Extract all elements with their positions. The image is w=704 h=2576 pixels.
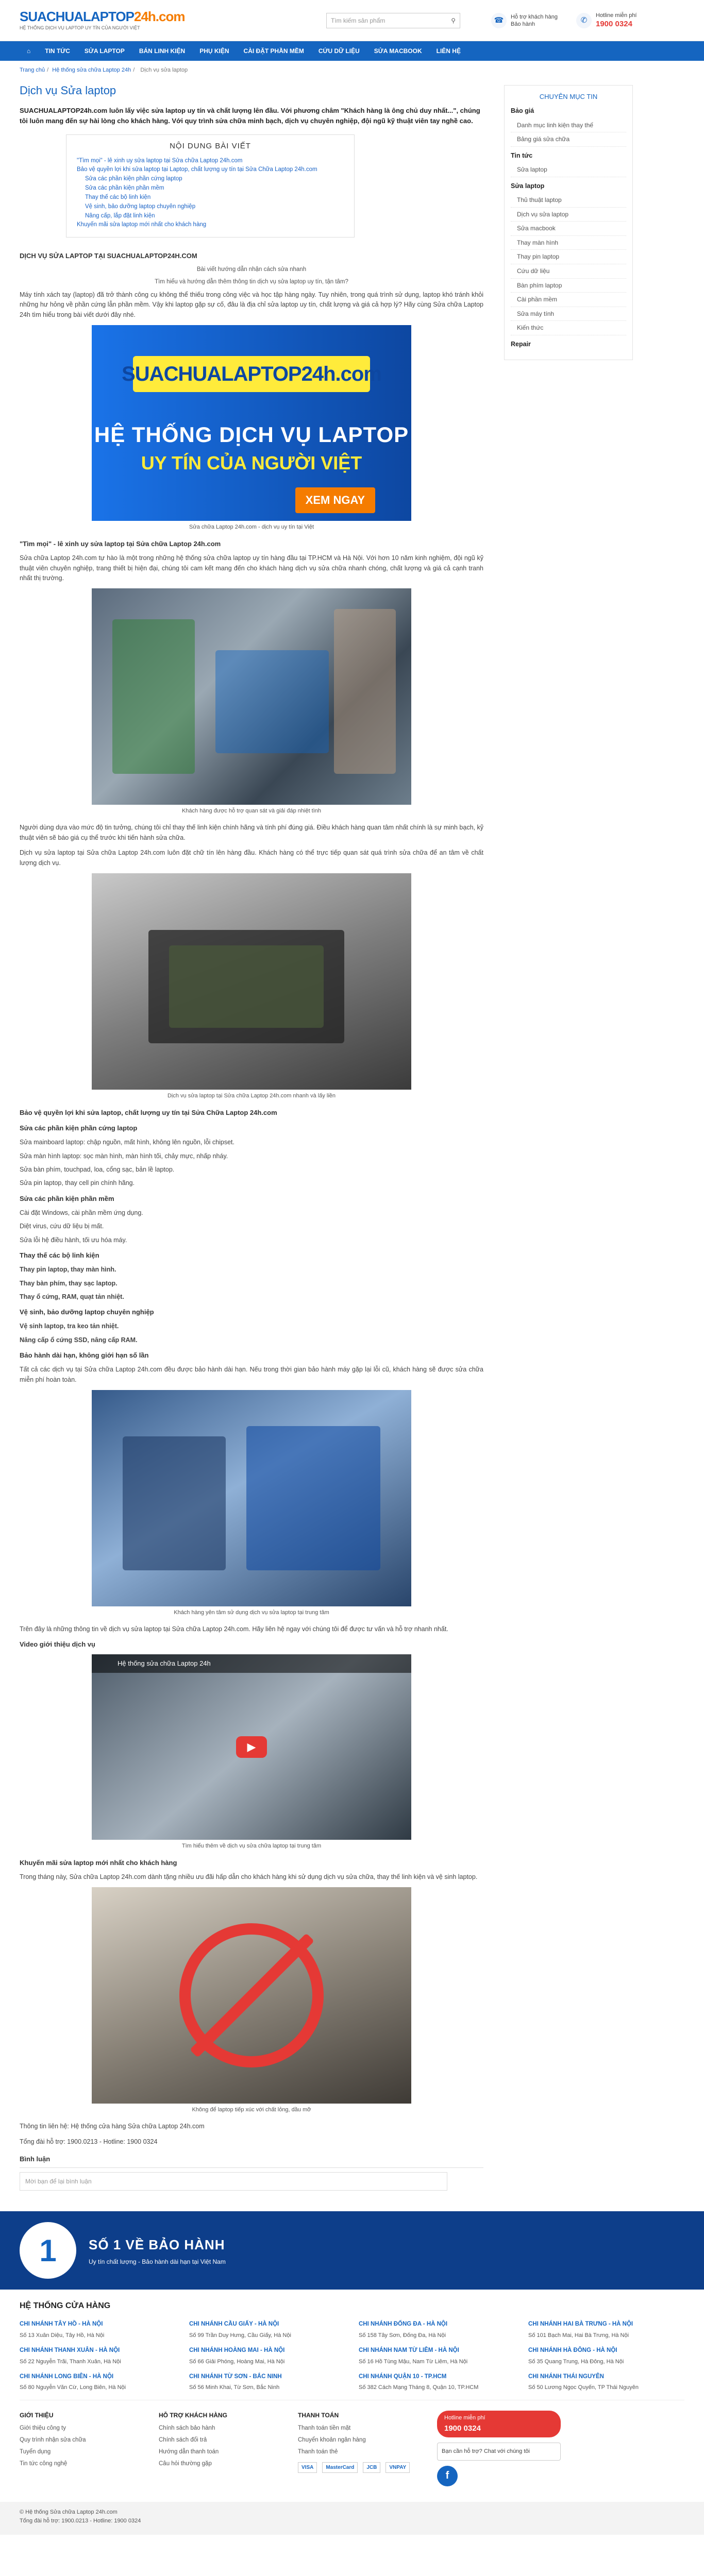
intro-text: SUACHUALAPTOP24h.com luôn lấy việc sửa laptop uy tín và chất lượng lên đầu. Với phương châm "Khách hàng là ông chủ duy nhất...", chúng tôi luôn mang đến sự hài lòng cho khách hàng. Với quy trình sửa chữa minh bạch, dịch vụ chuyên nghiệp, đội ngũ kỹ thuật viên tay nghề cao.: [20, 107, 480, 125]
footer-link[interactable]: Chính sách bảo hành: [159, 2425, 215, 2432]
footer-link[interactable]: Tuyển dụng: [20, 2448, 51, 2455]
shops-title: HỆ THỐNG CỬA HÀNG: [20, 2301, 111, 2311]
store-address: Số 50 Lương Ngọc Quyến, TP Thái Nguyên: [528, 2384, 639, 2391]
store-name: CHI NHÁNH CẦU GIẤY - HÀ NỘI: [189, 2320, 279, 2327]
list-item[interactable]: Thay bàn phím, thay sạc laptop.: [20, 1279, 118, 1287]
table-of-contents: [66, 134, 355, 238]
nav-item[interactable]: CÀI ĐẶT PHẦN MỀM: [243, 47, 304, 55]
sub-heading: Sửa các phần kiện phần cứng laptop: [20, 1124, 138, 1132]
bullet-list: [20, 1265, 483, 1302]
caption: Không để laptop tiếp xúc với chất lỏng, dầu mỡ: [192, 2107, 311, 2113]
footer-banner: [0, 2211, 704, 2290]
sidebar-item[interactable]: Cài phần mềm: [511, 293, 626, 307]
footer-link[interactable]: Quy trình nhận sửa chữa: [20, 2436, 86, 2443]
list-item: Sửa mainboard laptop: chập nguồn, mất hình, không lên nguồn, lỗi chipset.: [20, 1139, 234, 1146]
banner-line1: HỆ THỐNG DỊCH VỤ LAPTOP: [94, 422, 409, 447]
footer-col-about: [20, 2411, 138, 2486]
store-name: CHI NHÁNH THÁI NGUYÊN: [528, 2373, 604, 2380]
breadcrumb-current: Dịch vụ sửa laptop: [140, 67, 188, 73]
store-item[interactable]: [20, 2372, 176, 2393]
paragraph: Máy tính xách tay (laptop) đã trở thành công cụ không thể thiếu trong công việc và học tập hàng ngày. Tuy nhiên, trong quá trình sử dụng, laptop khó tránh khỏi những hư hỏng về phần cứng lẫn phần mềm. Vậy khi laptop gặp sự cố, đâu là địa chỉ sửa laptop uy tín, chất lượng và giá cả hợp lý? Hãy cùng Sửa chữa Laptop 24h tìm hiểu trong bài viết dưới đây nhé.: [20, 291, 483, 318]
bullet-list: [20, 1321, 483, 1345]
toc-link[interactable]: "Tìm mọi" - lê xinh uy sửa laptop tại Sửa chữa Laptop 24h.com: [77, 157, 243, 164]
store-name: CHI NHÁNH NAM TỪ LIÊM - HÀ NỘI: [359, 2347, 459, 2353]
breadcrumb-category[interactable]: Hệ thống sửa chữa Laptop 24h: [52, 67, 131, 73]
list-item: Sửa pin laptop, thay cell pin chính hãng.: [20, 1179, 135, 1187]
paragraph: Trên đây là những thông tin về dịch vụ sửa laptop tại Sửa chữa Laptop 24h.com. Hãy liên hệ ngay với chúng tôi để được tư vấn và hỗ trợ nhanh nhất.: [20, 1625, 448, 1633]
comment-input[interactable]: [20, 2172, 447, 2191]
sub-heading: Video giới thiệu dịch vụ: [20, 1640, 95, 1649]
store-name: CHI NHÁNH TÂY HỒ - HÀ NỘI: [20, 2320, 103, 2327]
photo-laptop-repair: [92, 873, 411, 1090]
caption: Khách hàng yên tâm sử dụng dịch vụ sửa laptop tại trung tâm: [174, 1609, 329, 1616]
payment-logos: [298, 2462, 416, 2473]
video-title: Hệ thống sửa chữa Laptop 24h: [118, 1659, 211, 1667]
nav-item[interactable]: LIÊN HỆ: [436, 47, 461, 55]
nav-item[interactable]: SỬA LAPTOP: [84, 47, 125, 55]
list-item[interactable]: Nâng cấp ổ cứng SSD, nâng cấp RAM.: [20, 1336, 138, 1344]
sidebar-item[interactable]: Danh mục linh kiện thay thế: [511, 118, 626, 133]
sidebar-item[interactable]: Sửa máy tính: [511, 307, 626, 321]
footer-link[interactable]: Chính sách đổi trả: [159, 2436, 207, 2443]
promo-banner[interactable]: [92, 325, 411, 521]
store-address: Số 22 Nguyễn Trãi, Thanh Xuân, Hà Nội: [20, 2358, 121, 2365]
phone-icon: ✆: [576, 13, 592, 28]
copyright-text: © Hệ thống Sửa chữa Laptop 24h.com: [20, 2509, 118, 2515]
toc-link[interactable]: Nâng cấp, lắp đặt linh kiện: [85, 212, 155, 219]
caption: Bài viết hướng dẫn nhận cách sửa nhanh: [196, 266, 307, 273]
store-item[interactable]: [20, 2346, 176, 2366]
visa-logo: VISA: [298, 2462, 317, 2473]
search-input[interactable]: [326, 13, 460, 28]
list-item[interactable]: Thay ổ cứng, RAM, quạt tản nhiệt.: [20, 1293, 124, 1300]
footer-banner-sub: Uy tín chất lượng - Bảo hành dài hạn tại Việt Nam: [89, 2258, 226, 2265]
sidebar-item[interactable]: Bảng giá sửa chữa: [511, 132, 626, 147]
store-item[interactable]: [20, 2320, 176, 2340]
footer-link[interactable]: Tin tức công nghệ: [20, 2460, 68, 2467]
copyright-hotline: Tổng đài hỗ trợ: 1900.0213 - Hotline: 1900 0324: [20, 2517, 141, 2524]
store-name: CHI NHÁNH QUẬN 10 - TP.HCM: [359, 2373, 447, 2380]
footer-banner-title: SỐ 1 VỀ BẢO HÀNH: [89, 2236, 225, 2252]
sub-heading: Thay thế các bộ linh kiện: [20, 1251, 99, 1260]
store-address: Số 99 Trần Duy Hưng, Cầu Giấy, Hà Nội: [189, 2332, 291, 2338]
toc-link[interactable]: Vệ sinh, bảo dưỡng laptop chuyên nghiệp: [85, 203, 196, 210]
call-number: 1900 0324: [444, 2424, 481, 2433]
banner-button[interactable]: XEM NGAY: [295, 487, 375, 513]
store-item[interactable]: [359, 2320, 515, 2340]
footer-col-title: GIỚI THIỆU: [20, 2411, 54, 2419]
caption: Tìm hiểu và hướng dẫn thêm thông tin dịch vụ sửa laptop uy tín, tận tâm?: [155, 279, 348, 285]
caption: Dịch vụ sửa laptop tại Sửa chữa Laptop 24h.com nhanh và lấy liền: [167, 1092, 336, 1099]
paragraph: Tổng đài hỗ trợ: 1900.0213 - Hotline: 1900 0324: [20, 2138, 158, 2145]
sub-heading: Bảo hành dài hạn, không giới hạn số lần: [20, 1351, 149, 1360]
paragraph: Dịch vụ sửa laptop tại Sửa chữa Laptop 24h.com luôn đặt chữ tín lên hàng đầu. Khách hàng có thể trực tiếp quan sát quá trình sửa chữa để an tâm về chất lượng dịch vụ.: [20, 849, 483, 867]
list-item: Sửa màn hình laptop: sọc màn hình, màn hình tối, chảy mực, nhấp nháy.: [20, 1152, 228, 1160]
toc-title: NỘI DUNG BÀI VIẾT: [170, 142, 251, 151]
footer-col-support: [159, 2411, 277, 2486]
breadcrumb-home[interactable]: Trang chủ: [20, 67, 45, 73]
video-player[interactable]: [92, 1654, 411, 1840]
paragraph: Trong tháng này, Sửa chữa Laptop 24h.com dành tặng nhiều ưu đãi hấp dẫn cho khách hàng khi sử dụng dịch vụ sửa chữa, thay thế linh kiện và vệ sinh laptop.: [20, 1873, 478, 1880]
sidebar-group[interactable]: Bảo giá: [511, 107, 534, 115]
toc-link[interactable]: Sửa các phần kiện phần cứng laptop: [85, 176, 182, 182]
chat-widget[interactable]: Bạn cần hỗ trợ? Chat với chúng tôi: [437, 2443, 561, 2461]
store-item[interactable]: [359, 2372, 515, 2393]
sidebar-group[interactable]: Tin tức: [511, 151, 533, 159]
toc-link[interactable]: Bảo vệ quyền lợi khi sửa laptop tại Laptop, chất lượng uy tín tại Sửa Chữa Laptop 24h.com: [77, 166, 317, 173]
paragraph: Thông tin liên hệ: Hệ thống cửa hàng Sửa chữa Laptop 24h.com: [20, 2123, 205, 2130]
photo-workshop: [92, 588, 411, 805]
store-address: Số 382 Cách Mạng Tháng 8, Quận 10, TP.HCM: [359, 2384, 479, 2391]
section-heading: DỊCH VỤ SỬA LAPTOP TẠI SUACHUALAPTOP24H.COM: [20, 252, 197, 260]
list-item: Diệt virus, cứu dữ liệu bị mất.: [20, 1223, 104, 1230]
sidebar-item[interactable]: Thay pin laptop: [511, 250, 626, 264]
list-item[interactable]: Vệ sinh laptop, tra keo tản nhiệt.: [20, 1323, 119, 1330]
footer-link[interactable]: Câu hỏi thường gặp: [159, 2460, 212, 2467]
logo-accent: 24h.com: [133, 8, 185, 24]
hotline-box[interactable]: [576, 12, 637, 29]
nav-item[interactable]: CỨU DỮ LIỆU: [318, 47, 360, 55]
paragraph: Người dùng dựa vào mức độ tin tưởng, chúng tôi chỉ thay thế linh kiện chính hãng và tính phí đúng giá. Điều khách hàng quan tâm nhất chính là sự minh bạch, kỹ thuật viên sẽ báo giá cụ thể trước khi tiến hành sửa chữa.: [20, 824, 483, 841]
sidebar-group[interactable]: Sửa laptop: [511, 182, 545, 190]
sidebar-item[interactable]: Bàn phím laptop: [511, 279, 626, 293]
photo-customers: [92, 1390, 411, 1606]
store-item[interactable]: [189, 2372, 345, 2393]
store-system: [20, 2290, 684, 2502]
list-item[interactable]: Thay pin laptop, thay màn hình.: [20, 1266, 116, 1274]
support-label: Hỗ trợ khách hàng: [511, 13, 558, 20]
sidebar: [504, 85, 633, 2191]
search-icon[interactable]: ⚲: [451, 16, 456, 24]
mastercard-logo: MasterCard: [322, 2462, 358, 2473]
sidebar-item[interactable]: Thủ thuật laptop: [511, 193, 626, 208]
list-item: Cài đặt Windows, cài phần mềm ứng dụng.: [20, 1209, 143, 1216]
sub-heading: Vệ sinh, bảo dưỡng laptop chuyên nghiệp: [20, 1308, 154, 1316]
store-item[interactable]: [189, 2320, 345, 2340]
footer-col-title: THANH TOÁN: [298, 2411, 339, 2419]
hotline-label: Hotline miễn phí: [596, 12, 637, 19]
store-name: CHI NHÁNH HOÀNG MAI - HÀ NỘI: [189, 2347, 285, 2353]
jcb-logo: JCB: [363, 2462, 380, 2473]
list-item: Sửa bàn phím, touchpad, loa, cổng sạc, bản lề laptop.: [20, 1166, 175, 1173]
store-address: Số 13 Xuân Diệu, Tây Hồ, Hà Nội: [20, 2332, 105, 2338]
paragraph: Sửa chữa Laptop 24h.com tự hào là một trong những hệ thống sửa chữa laptop uy tín hàng đầu tại TP.HCM và Hà Nội. Với hơn 10 năm kinh nghiệm, đội ngũ kỹ thuật viên chuyên nghiệp, trang thiết bị hiện đại, chúng tôi cam kết mang đến cho khách hàng dịch vụ sửa chữa nhanh chóng, chất lượng và giá cả cạnh tranh nhất thị trường.: [20, 554, 483, 582]
main-nav: [0, 41, 704, 61]
hotline-button[interactable]: [437, 2411, 561, 2437]
nav-item[interactable]: SỬA MACBOOK: [374, 47, 422, 55]
article: [20, 80, 483, 2191]
footer-link[interactable]: Thanh toán tiền mặt: [298, 2425, 351, 2432]
nav-item[interactable]: PHỤ KIỆN: [199, 47, 229, 55]
call-label: Hotline miễn phí: [444, 2414, 485, 2421]
support-value: Bảo hành: [511, 21, 535, 27]
sidebar-item[interactable]: Sửa macbook: [511, 222, 626, 236]
store-item[interactable]: [528, 2372, 684, 2393]
store-name: CHI NHÁNH THANH XUÂN - HÀ NỘI: [20, 2347, 120, 2353]
sidebar-item[interactable]: Dịch vụ sửa laptop: [511, 208, 626, 222]
sidebar-item[interactable]: Sửa laptop: [511, 163, 626, 177]
store-address: Số 35 Quang Trung, Hà Đông, Hà Nội: [528, 2358, 624, 2365]
logo-sub: HỆ THỐNG DỊCH VỤ LAPTOP UY TÍN CỦA NGƯỜI VIỆT: [20, 25, 140, 30]
store-address: Số 101 Bạch Mai, Hai Bà Trưng, Hà Nội: [528, 2332, 629, 2338]
store-item[interactable]: [189, 2346, 345, 2366]
comment-placeholder: Mời bạn để lại bình luận: [25, 2177, 92, 2185]
logo-main: SUACHUALAPTOP: [20, 8, 134, 24]
store-address: Số 66 Giải Phóng, Hoàng Mai, Hà Nội: [189, 2358, 285, 2365]
store-name: CHI NHÁNH LONG BIÊN - HÀ NỘI: [20, 2373, 114, 2380]
headset-icon: ☎: [491, 13, 507, 28]
logo[interactable]: [20, 8, 185, 32]
store-address: Số 16 Hồ Tùng Mậu, Nam Từ Liêm, Hà Nội: [359, 2358, 468, 2365]
store-name: CHI NHÁNH TỪ SƠN - BẮC NINH: [189, 2373, 282, 2380]
header: [0, 0, 704, 41]
section-heading: "Tìm mọi" - lê xinh uy sửa laptop tại Sửa chữa Laptop 24h.com: [20, 540, 221, 548]
footer-link[interactable]: Giới thiệu công ty: [20, 2425, 66, 2432]
store-name: CHI NHÁNH HÀ ĐÔNG - HÀ NỘI: [528, 2347, 617, 2353]
vnpay-logo: VNPAY: [385, 2462, 410, 2473]
breadcrumb: Trang chủ / Hệ thống sửa chữa Laptop 24h / Dịch vụ sửa laptop: [20, 67, 188, 73]
store-item[interactable]: [528, 2320, 684, 2340]
warranty-badge: 1: [20, 2222, 76, 2279]
sidebar-group[interactable]: Repair: [511, 341, 531, 348]
bullet-list: [20, 1138, 483, 1189]
support-box[interactable]: [491, 12, 558, 29]
search-placeholder: Tìm kiếm sản phẩm: [331, 16, 385, 24]
store-name: CHI NHÁNH HAI BÀ TRƯNG - HÀ NỘI: [528, 2320, 633, 2327]
sub-heading: Khuyến mãi sửa laptop mới nhất cho khách hàng: [20, 1858, 177, 1867]
toc-link[interactable]: Khuyến mãi sửa laptop mới nhất cho khách hàng: [77, 222, 207, 228]
sidebar-item[interactable]: Thay màn hình: [511, 236, 626, 250]
sub-heading: Sửa các phần kiện phần mềm: [20, 1194, 114, 1202]
store-address: Số 158 Tây Sơn, Đống Đa, Hà Nội: [359, 2332, 446, 2338]
caption: Tìm hiểu thêm về dịch vụ sửa chữa laptop tại trung tâm: [181, 1842, 322, 1849]
store-item[interactable]: [359, 2346, 515, 2366]
toc-link[interactable]: Sửa các phần kiện phần mềm: [85, 185, 164, 192]
nav-item[interactable]: TIN TỨC: [45, 47, 70, 55]
footer-link[interactable]: Hướng dẫn thanh toán: [159, 2448, 219, 2455]
footer-col-payment: [298, 2411, 416, 2486]
comment-title: Bình luận: [20, 2155, 51, 2163]
facebook-icon[interactable]: f: [437, 2466, 458, 2486]
footer-link[interactable]: Chuyển khoản ngân hàng: [298, 2436, 366, 2443]
sidebar-title: CHUYÊN MỤC TIN: [539, 93, 598, 101]
sidebar-item[interactable]: Cứu dữ liệu: [511, 264, 626, 279]
caption: Sửa chữa Laptop 24h.com - dịch vụ uy tín tại Việt: [189, 524, 314, 531]
paragraph: Tất cả các dịch vụ tại Sửa chữa Laptop 24h.com đều được bảo hành dài hạn. Nếu trong thời gian bảo hành máy gặp lại lỗi cũ, khách hàng sẽ được sửa chữa miễn phí hoàn toàn.: [20, 1366, 483, 1383]
sidebar-item[interactable]: Kiến thức: [511, 321, 626, 335]
banner-brand: SUACHUALAPTOP24h.com: [133, 356, 370, 392]
hotline-value: 1900 0324: [596, 20, 632, 29]
nav-home-icon[interactable]: ⌂: [27, 47, 31, 55]
banner-line2: UY TÍN CỦA NGƯỜI VIỆT: [141, 452, 362, 474]
bullet-list: [20, 1208, 483, 1245]
store-address: Số 56 Minh Khai, Từ Sơn, Bắc Ninh: [189, 2384, 280, 2391]
list-item: Sửa lỗi hệ điều hành, tối ưu hóa máy.: [20, 1236, 127, 1244]
caption: Khách hàng được hỗ trợ quan sát và giải đáp nhiệt tình: [181, 808, 322, 815]
footer-link[interactable]: Thanh toán thẻ: [298, 2448, 338, 2455]
footer-col-title: HỖ TRỢ KHÁCH HÀNG: [159, 2411, 227, 2419]
toc-link[interactable]: Thay thế các bộ linh kiện: [85, 194, 151, 200]
copyright-bar: [0, 2502, 704, 2535]
photo-no-liquid: [92, 1887, 411, 2104]
nav-item[interactable]: BÁN LINH KIỆN: [139, 47, 186, 55]
play-icon[interactable]: ▶: [236, 1736, 267, 1758]
page-title: Dịch vụ Sửa laptop: [20, 84, 116, 97]
store-name: CHI NHÁNH ĐỐNG ĐA - HÀ NỘI: [359, 2320, 448, 2327]
store-address: Số 80 Nguyễn Văn Cừ, Long Biên, Hà Nội: [20, 2384, 126, 2391]
footer-contact: [437, 2411, 561, 2486]
store-item[interactable]: [528, 2346, 684, 2366]
section-heading: Bảo vệ quyền lợi khi sửa laptop, chất lượng uy tín tại Sửa Chữa Laptop 24h.com: [20, 1108, 277, 1116]
